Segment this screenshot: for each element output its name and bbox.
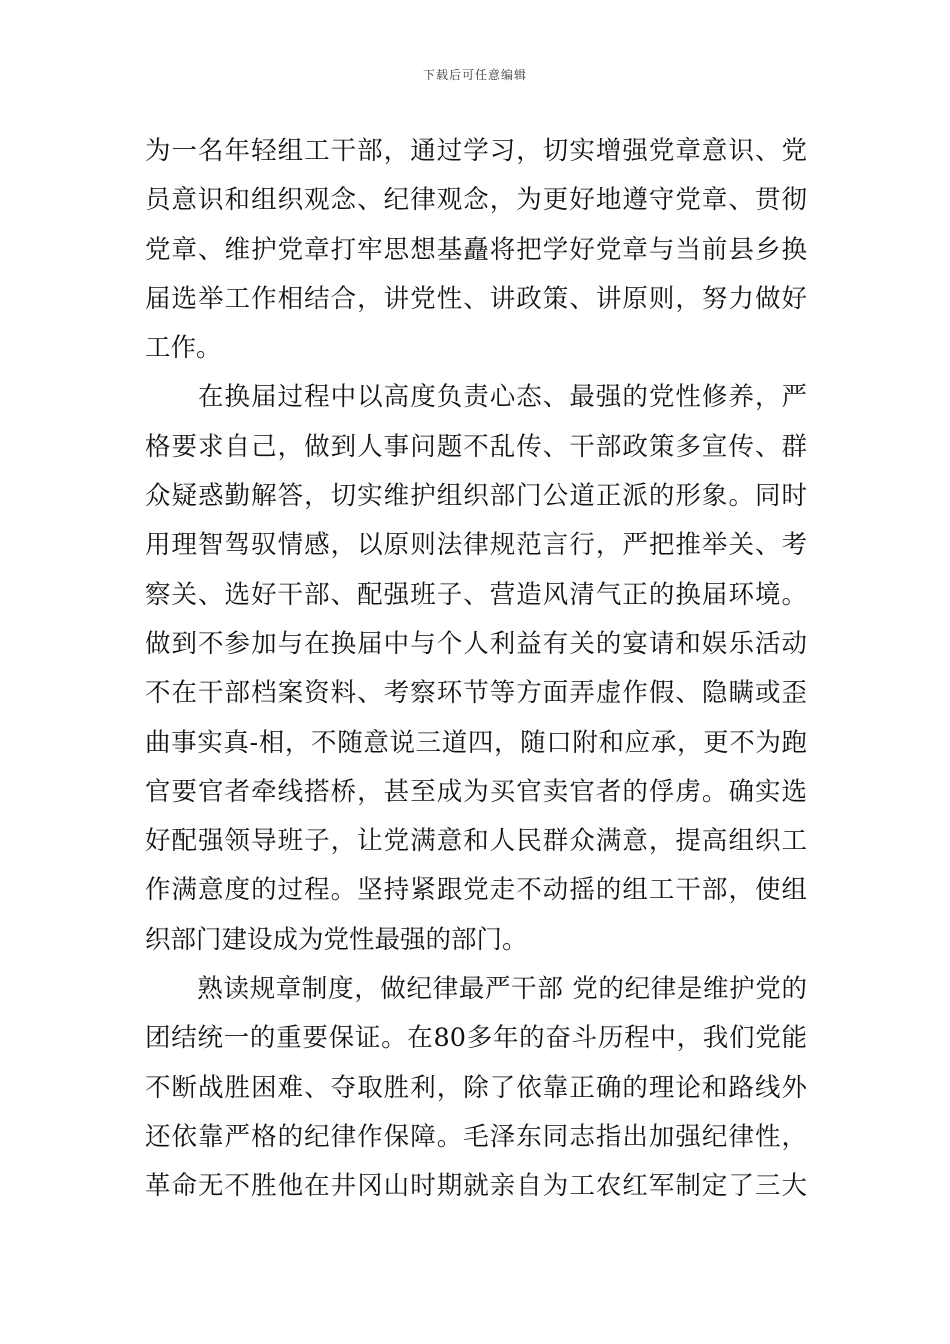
text-line: 届选举工作相结合，讲党性、讲政策、讲原则，努力做好 (145, 283, 807, 314)
text-line: 作满意度的过程。坚持紧跟党走不动摇的组工干部，使组 (145, 875, 807, 906)
text-line: 员意识和组织观念、纪律观念，为更好地遵守党章、贯彻 (145, 185, 807, 216)
text-line: 众疑惑勤解答，切实维护组织部门公道正派的形象。同时 (145, 481, 807, 512)
text-line: 织部门建设成为党性最强的部门。 (145, 924, 528, 955)
text-line: 好配强领导班子，让党满意和人民群众满意，提高组织工 (145, 826, 807, 857)
text-line: 曲事实真-相，不随意说三道四，随口附和应承，更不为跑 (145, 727, 807, 758)
text-line: 工作。 (145, 333, 222, 364)
text-line: 革命无不胜他在井冈山时期就亲自为工农红军制定了三大 (145, 1171, 807, 1202)
text-line: 在换届过程中以高度负责心态、最强的党性修养，严 (145, 382, 807, 413)
text-line: 党章、维护党章打牢思想基矗将把学好党章与当前县乡换 (145, 234, 807, 265)
text-line: 不在干部档案资料、考察环节等方面弄虚作假、隐瞒或歪 (145, 678, 807, 709)
text-line: 用理智驾驭情感，以原则法律规范言行，严把推举关、考 (145, 530, 807, 561)
page-header: 下载后可任意编辑 (422, 68, 527, 82)
document-body (145, 127, 807, 1212)
text-line: 熟读规章制度，做纪律最严干部 党的纪律是维护党的 (145, 974, 807, 1005)
text-line: 做到不参加与在换届中与个人利益有关的宴请和娱乐活动 (145, 628, 807, 659)
text-line: 官要官者牵线搭桥，甚至成为买官卖官者的俘虏。确实选 (145, 776, 807, 807)
text-line: 为一名年轻组工干部，通过学习，切实增强党章意识、党 (145, 136, 807, 166)
text-line: 还依靠严格的纪律作保障。毛泽东同志指出加强纪律性， (145, 1121, 807, 1152)
text-line: 察关、选好干部、配强班子、营造风清气正的换届环境。 (145, 579, 807, 610)
text-line: 格要求自己，做到人事问题不乱传、干部政策多宣传、群 (145, 431, 807, 462)
text-line: 不断战胜困难、夺取胜利，除了依靠正确的理论和路线外 (145, 1072, 807, 1103)
text-line: 团结统一的重要保证。在80多年的奋斗历程中，我们党能 (145, 1023, 807, 1054)
